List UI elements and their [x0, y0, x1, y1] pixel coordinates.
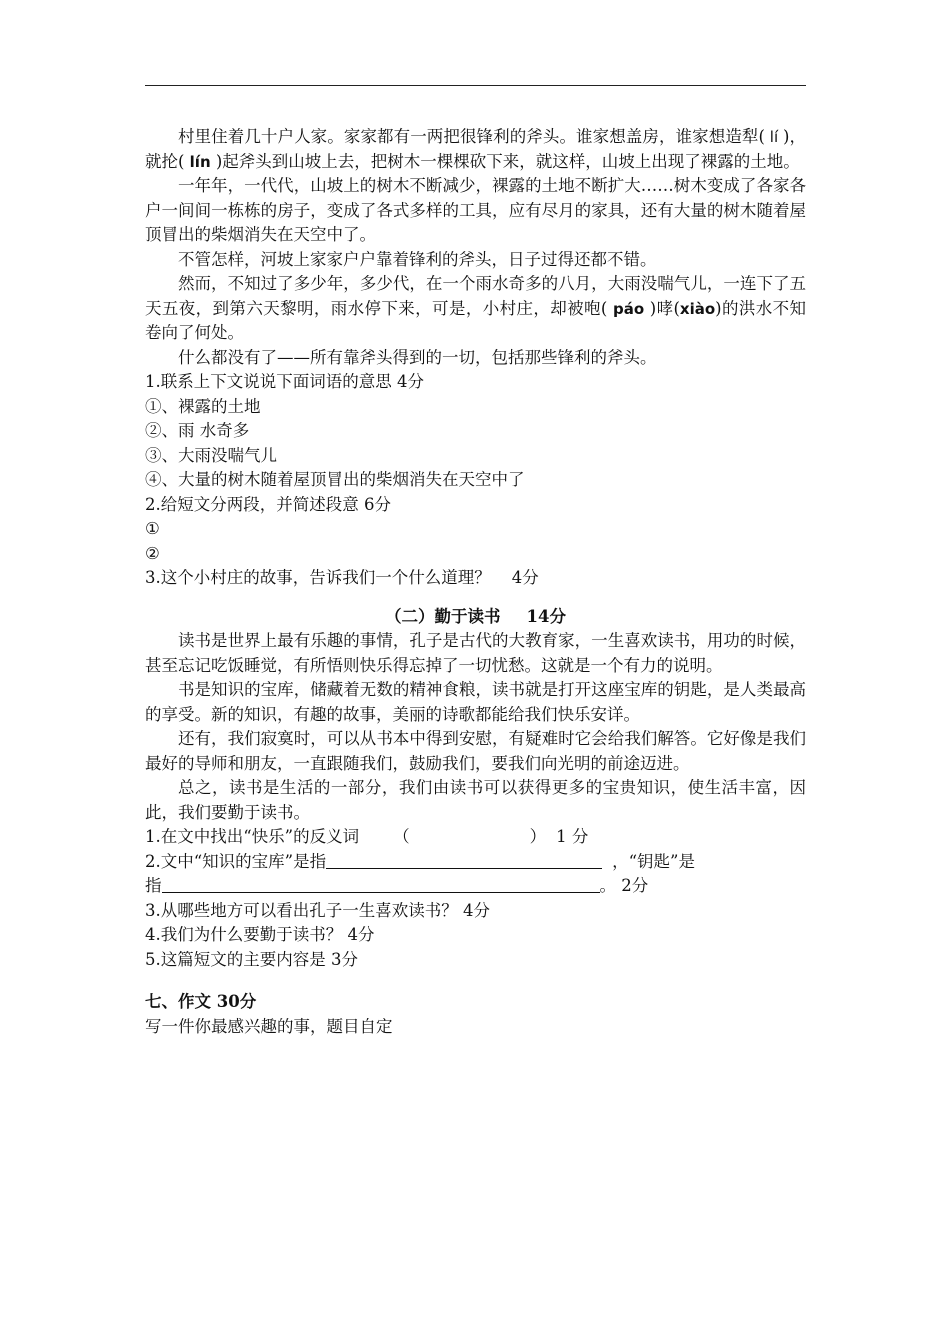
composition-title: 七、作文 30分 [145, 992, 257, 1011]
answer-blank[interactable] [326, 852, 602, 869]
passage2-question1 [145, 825, 806, 850]
passage1-question2: 2.给短文分两段，并简述段意 6分 [145, 494, 391, 514]
passage1-question3: 3.这个小村庄的故事，告诉我们一个什么道理？ 4分 [145, 568, 539, 587]
passage1-para4 [145, 272, 806, 346]
passage2-question5: 5.这篇短文的主要内容是 3分 [145, 949, 358, 969]
question2-score: 。 2分 [599, 876, 649, 895]
question1-item: ①、裸露的土地 [145, 396, 261, 416]
text-run: )的洪水不知卷向了何处。 [145, 298, 807, 342]
question1-item: ③、大雨没喘气儿 [145, 445, 277, 465]
passage2-para1: 读书是世界上最有乐趣的事情，孔子是古代的大教育家，一生喜欢读书，用功的时候，甚至忘记吃饭睡觉，有所悟则快乐得忘掉了一切忧愁。这就是一个有力的说明。 [145, 631, 806, 675]
question2-text-cont: ，“钥匙”是 [612, 851, 695, 871]
answer-paren-open: （ [393, 827, 410, 846]
passage1-para1 [145, 125, 806, 174]
passage2-title-text: （二）勤于读书 [385, 606, 501, 626]
question1-score: 1 分 [556, 827, 589, 846]
passage2-title [145, 605, 806, 630]
question2-text: 2.文中“知识的宝库”是指 [145, 851, 327, 871]
answer-blank[interactable] [162, 876, 600, 893]
passage1-para3: 不管怎样，河坡上家家户户靠着锋利的斧头，日子过得还都不错。 [178, 249, 657, 269]
question1-text: 1.在文中找出“快乐”的反义词 [145, 827, 360, 846]
text-run: 村里住着几十户人家。家家都有一两把很锋利的斧头。谁家想盖房，谁家想造犁( [178, 127, 765, 146]
passage1-para2: 一年年，一代代，山坡上的树木不断减少，裸露的土地不断扩大……树木变成了各家各户一间间一栋栋的房子，变成了各式多样的工具，应有尽月的家具，还有大量的树木随着屋顶冒出的柴烟消失在天空中了。 [145, 176, 806, 244]
passage1-question1: 1.联系上下文说说下面词语的意思 4分 [145, 372, 424, 391]
passage2-para2: 书是知识的宝库，储藏着无数的精神食粮，读书就是打开这座宝库的钥匙，是人类最高的享受。新的知识，有趣的故事，美丽的诗歌都能给我们快乐安详。 [145, 680, 806, 724]
document-body [145, 125, 806, 1039]
question2-item: ① [145, 519, 160, 538]
question1-item: ④、大量的树木随着屋顶冒出的柴烟消失在天空中了 [145, 470, 525, 489]
pinyin: xiào [679, 299, 716, 318]
question2-text-zhi: 指 [145, 876, 162, 895]
passage2-question2 [145, 850, 806, 875]
pinyin: páo [607, 299, 650, 318]
text-run: )起斧头到山坡上去，把树木一棵棵砍下来，就这样，山坡上出现了裸露的土地。 [215, 151, 800, 171]
header-rule [145, 85, 806, 86]
passage2-score: 14分 [526, 606, 566, 626]
passage2-question2-line2 [145, 874, 806, 899]
question2-item: ② [145, 543, 160, 563]
passage2-question3: 3.从哪些地方可以看出孔子一生喜欢读书？ 4分 [145, 900, 490, 920]
text-run: 然而，不知过了多少年，多少代，在一个雨水奇多的八月，大雨没喘气儿，一连下了五天五夜，到第六天黎明，雨水停下来，可是，小村庄，却被咆( [145, 274, 806, 318]
answer-paren-close: ） [529, 827, 547, 846]
passage1-para5: 什么都没有了——所有靠斧头得到的一切，包括那些锋利的斧头。 [178, 347, 657, 367]
pinyin: lín [184, 152, 216, 171]
composition-prompt: 写一件你最感兴趣的事，题目自定 [145, 1016, 393, 1036]
question1-item: ②、雨 水奇多 [145, 421, 250, 440]
passage2-question4: 4.我们为什么要勤于读书？ 4分 [145, 925, 375, 944]
text-run: )哮( [649, 298, 680, 318]
passage2-para4: 总之，读书是生活的一部分，我们由读书可以获得更多的宝贵知识，使生活丰富，因此，我们要勤于读书。 [145, 778, 806, 822]
passage2-para3: 还有，我们寂寞时，可以从书本中得到安慰，有疑难时它会给我们解答。它好像是我们最好的导师和朋友，一直跟随我们，鼓励我们，要我们向光明的前途迈进。 [145, 729, 806, 773]
text-run: )，就抡( [145, 127, 807, 171]
pinyin: lí [764, 128, 783, 146]
